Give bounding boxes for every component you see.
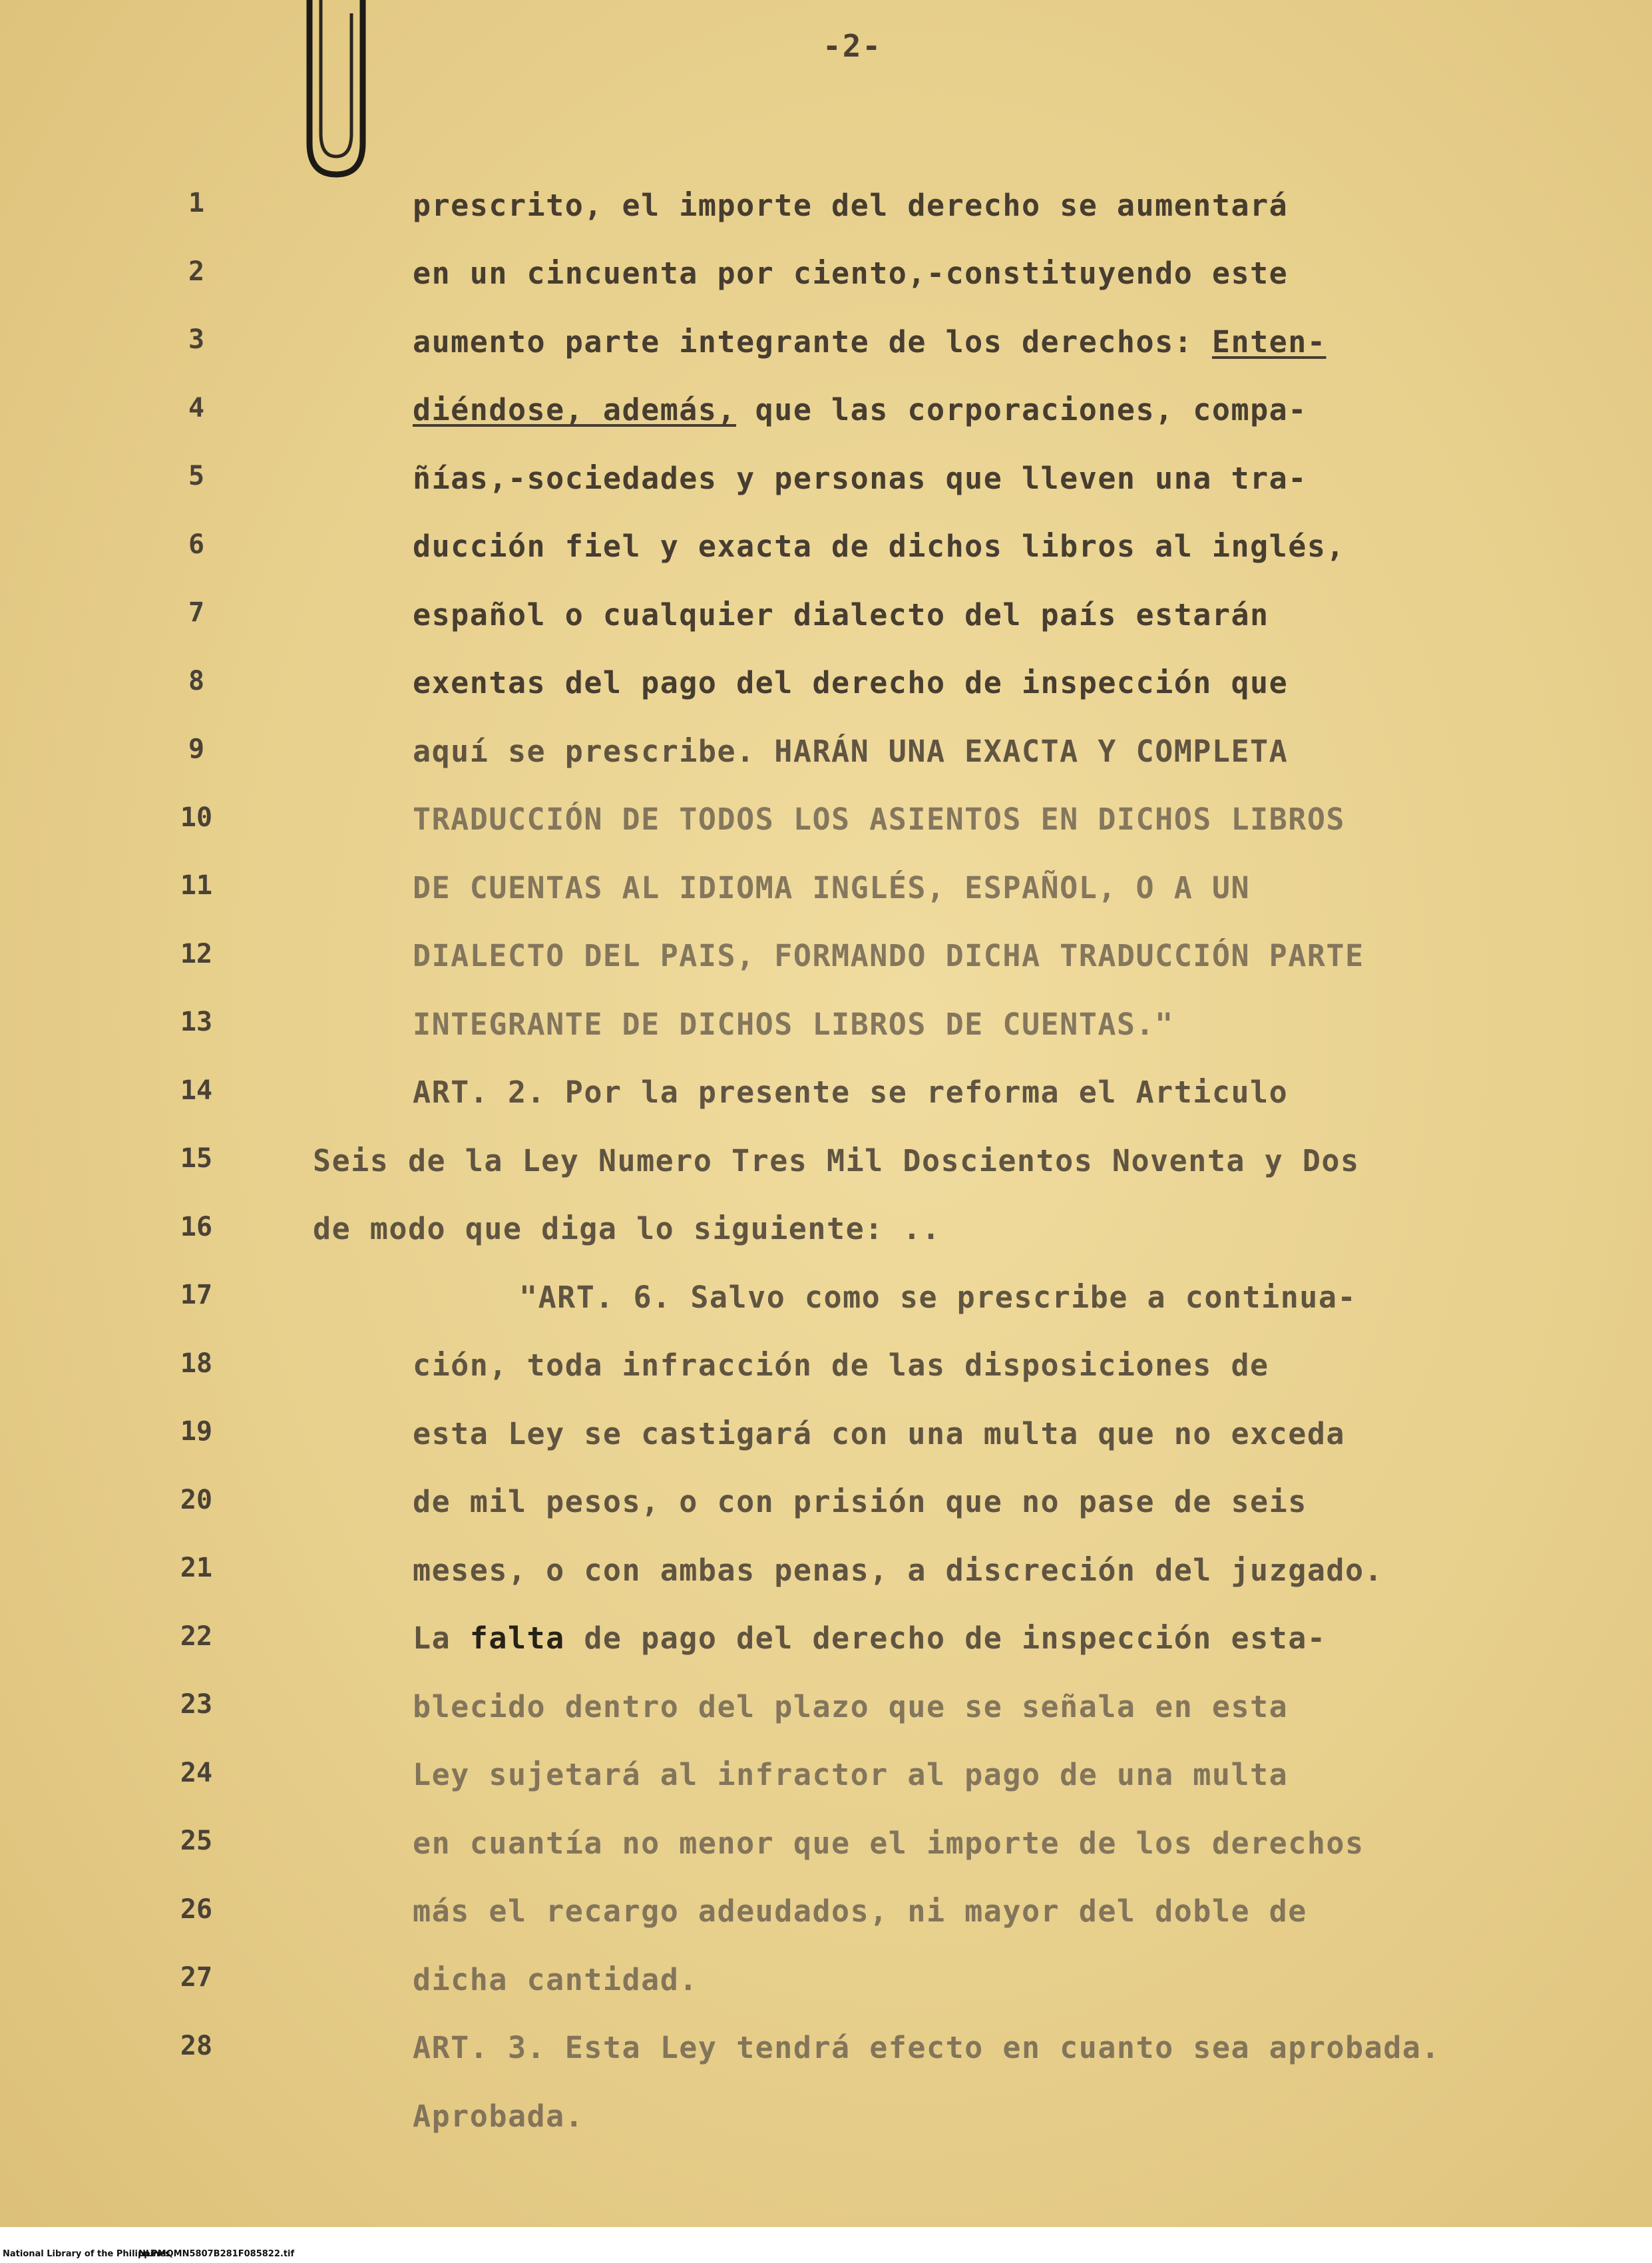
line-number: 22 [180, 1621, 213, 1652]
line-number: 28 [180, 2030, 213, 2061]
text-line: de mil pesos, o con prisión que no pase de seis [413, 1484, 1307, 1519]
paper-clip-icon [300, 0, 373, 180]
text-line: ART. 3. Esta Ley tendrá efecto en cuanto sea aprobada. [413, 2030, 1440, 2065]
text-line: blecido dentro del plazo que se señala en esta [413, 1689, 1289, 1724]
line-number: 15 [180, 1143, 213, 1174]
line-number: 27 [180, 1962, 213, 1993]
line-number: 25 [180, 1826, 213, 1856]
text-line: ción, toda infracción de las disposiciones de [413, 1348, 1269, 1383]
text-line: en cuantía no menor que el importe de los derechos [413, 1826, 1364, 1861]
line-number: 12 [180, 938, 213, 969]
line-number: 10 [180, 802, 213, 833]
line-number: 21 [180, 1553, 213, 1583]
text-line: más el recargo adeudados, ni mayor del doble de [413, 1893, 1307, 1929]
line-number: 11 [180, 870, 213, 901]
line-number: 3 [188, 324, 205, 355]
text-line: de modo que diga lo siguiente: .. [313, 1211, 941, 1246]
text-line: exentas del pago del derecho de inspección que [413, 665, 1289, 700]
line-number: 19 [180, 1416, 213, 1447]
text-line: español o cualquier dialecto del país estarán [413, 597, 1269, 632]
text-line: meses, o con ambas penas, a discreción del juzgado. [413, 1553, 1384, 1588]
line-number: 4 [188, 392, 205, 423]
text-line [413, 392, 1307, 428]
underlined-text: Enten- [1211, 324, 1327, 360]
text-line: DE CUENTAS AL IDIOMA INGLÉS, ESPAÑOL, O A UN [413, 870, 1251, 905]
text-line [413, 1621, 1326, 1656]
text-segment: aumento parte integrante de los derechos: [413, 324, 1212, 360]
line-number: 16 [180, 1211, 213, 1242]
text-line: ñías,-sociedades y personas que lleven una tra- [413, 461, 1307, 496]
text-line: "ART. 6. Salvo como se prescribe a continua- [519, 1280, 1357, 1315]
line-number: 5 [188, 461, 205, 491]
footer-institution: National Library of the Philippines [3, 2249, 170, 2259]
emphasized-word: falta [469, 1621, 565, 1656]
line-number: 18 [180, 1348, 213, 1379]
footer-file-id: NLPMQMN5807B281F085822.tif [138, 2249, 295, 2259]
line-number: 9 [188, 734, 205, 764]
text-segment: de pago del derecho de inspección esta- [564, 1621, 1327, 1656]
line-number: 24 [180, 1757, 213, 1788]
line-number: 6 [188, 529, 205, 560]
text-line: aquí se prescribe. HARÁN UNA EXACTA Y COMPLETA [413, 734, 1289, 769]
text-line: INTEGRANTE DE DICHOS LIBROS DE CUENTAS." [413, 1007, 1174, 1042]
line-number: 2 [188, 256, 205, 287]
text-line: esta Ley se castigará con una multa que no exceda [413, 1416, 1346, 1451]
line-number: 13 [180, 1007, 213, 1037]
text-segment: La [413, 1621, 470, 1656]
text-line: Ley sujetará al infractor al pago de una multa [413, 1757, 1289, 1792]
text-line: ducción fiel y exacta de dichos libros al inglés, [413, 529, 1346, 564]
text-line: prescrito, el importe del derecho se aumentará [413, 188, 1289, 223]
line-number: 17 [180, 1280, 213, 1310]
text-line: Seis de la Ley Numero Tres Mil Doscientos Noventa y Dos [313, 1143, 1360, 1178]
line-number: 20 [180, 1484, 213, 1515]
text-segment: que las corporaciones, compa- [736, 392, 1307, 427]
line-number: 23 [180, 1689, 213, 1720]
underlined-text: diéndose, además, [413, 392, 737, 427]
text-line: Aprobada. [413, 2099, 584, 2134]
line-number: 14 [180, 1075, 213, 1106]
line-number: 8 [188, 665, 205, 696]
page-number: -2- [823, 28, 883, 64]
text-line [413, 324, 1326, 360]
text-line: ART. 2. Por la presente se reforma el Articulo [413, 1075, 1289, 1110]
line-number-column [166, 190, 226, 2101]
line-number: 7 [188, 597, 205, 628]
line-number: 26 [180, 1893, 213, 1925]
text-line: DIALECTO DEL PAIS, FORMANDO DICHA TRADUCCIÓN PARTE [413, 938, 1364, 973]
text-line: TRADUCCIÓN DE TODOS LOS ASIENTOS EN DICHOS LIBROS [413, 802, 1346, 837]
text-line: dicha cantidad. [413, 1962, 698, 1997]
text-line: en un cincuenta por ciento,-constituyendo este [413, 256, 1289, 291]
line-number: 1 [188, 188, 205, 218]
